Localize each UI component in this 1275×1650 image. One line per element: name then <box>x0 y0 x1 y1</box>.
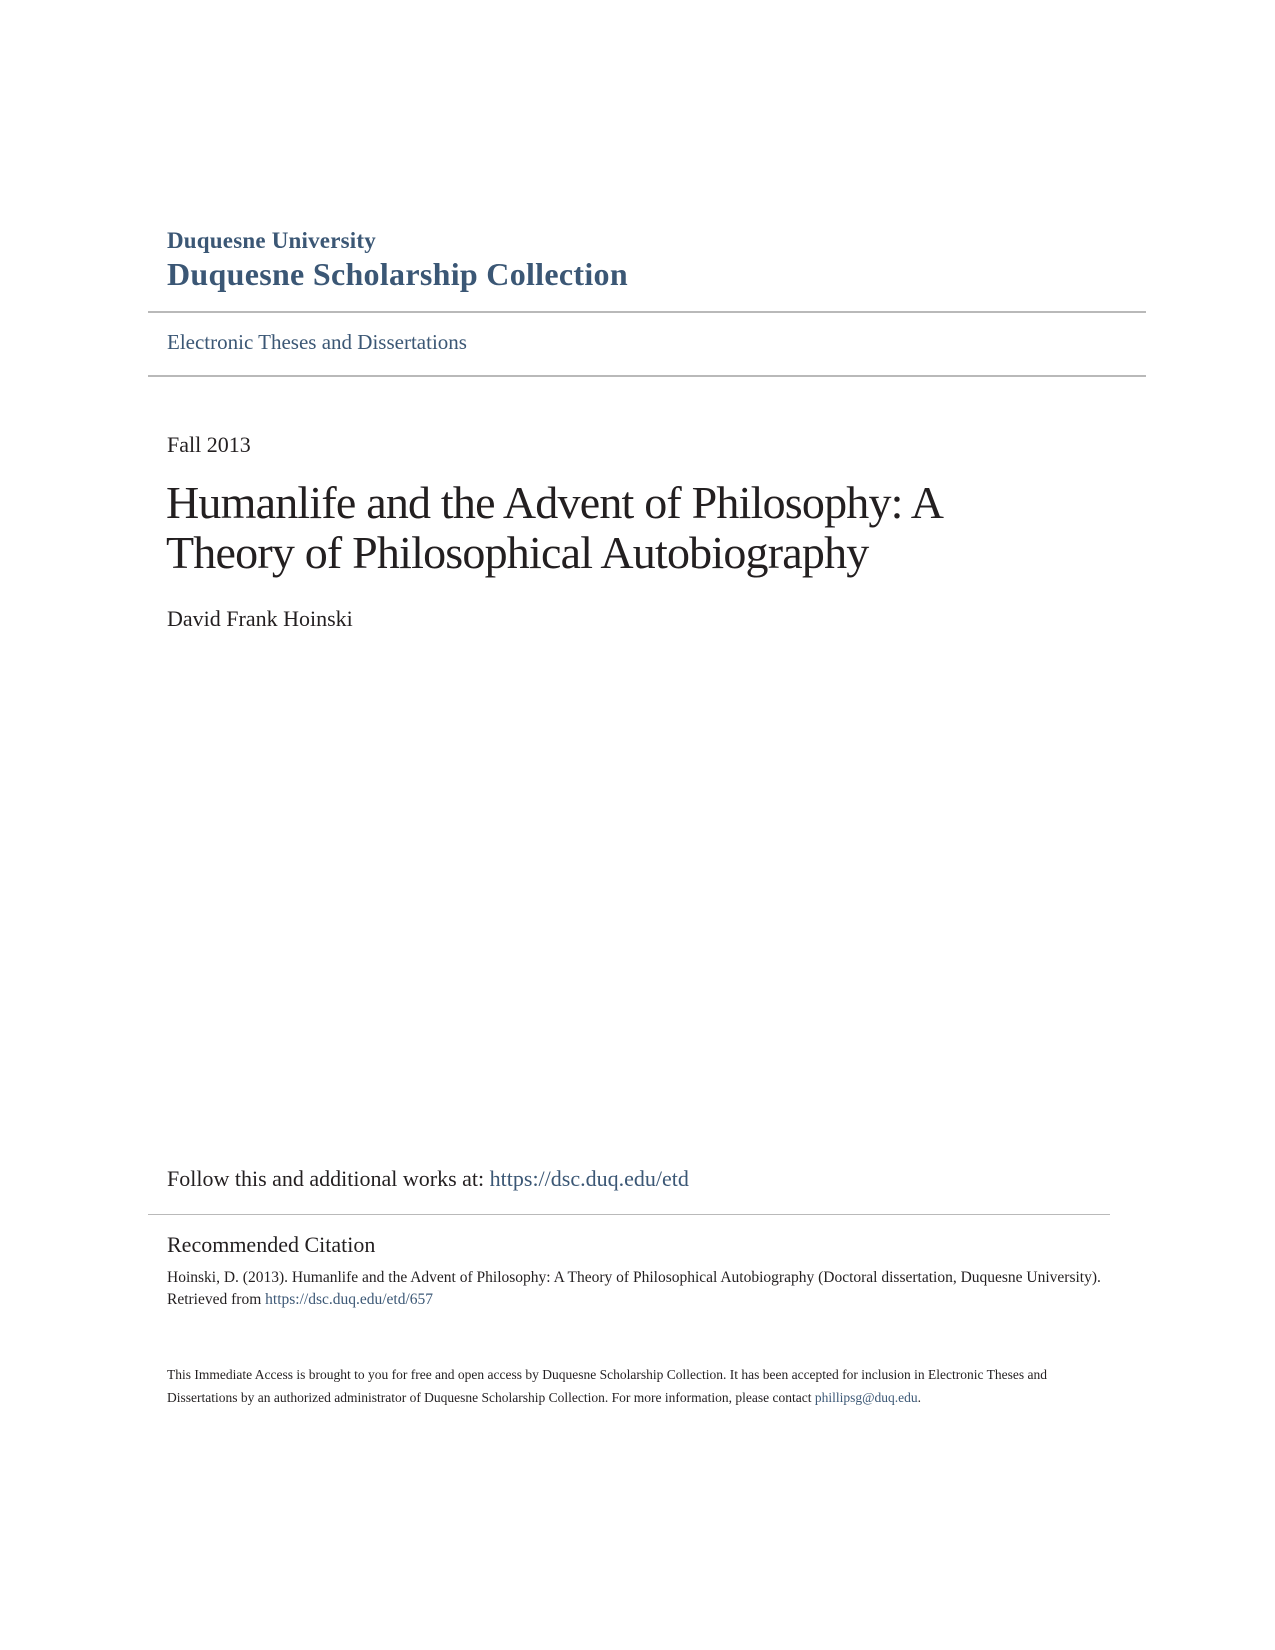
citation-link[interactable]: https://dsc.duq.edu/etd/657 <box>265 1291 434 1308</box>
contact-email-link[interactable]: phillipsg@duq.edu <box>814 1390 918 1405</box>
citation-divider <box>148 1214 1110 1215</box>
follow-text: Follow this and additional works at: <box>167 1166 490 1191</box>
citation-text <box>167 1267 1107 1311</box>
series-link[interactable]: Electronic Theses and Dissertations <box>167 330 467 354</box>
notice-text: This Immediate Access is brought to you for free and open access by Duquesne Scholarship Collection. It has been accepted for inclusion in Electronic Theses and Dissertations by an authorized administrator of Duquesne Scholarship Collection. For more information, please contact <box>167 1367 1047 1405</box>
citation-body-text: Hoinski, D. (2013). Humanlife and the Advent of Philosophy: A Theory of Philosophical Autobiography (Doctoral dissertation, Duquesne University). Retrieved from <box>167 1269 1101 1308</box>
top-divider <box>148 311 1146 313</box>
author-name[interactable]: David Frank Hoinski <box>167 606 353 631</box>
collection-name[interactable]: Duquesne Scholarship Collection <box>167 256 628 292</box>
institution-name[interactable]: Duquesne University <box>167 228 376 253</box>
follow-link[interactable]: https://dsc.duq.edu/etd <box>489 1166 689 1191</box>
citation-heading: Recommended Citation <box>167 1232 376 1257</box>
series-divider <box>148 375 1146 377</box>
access-notice <box>167 1363 1107 1409</box>
notice-end: . <box>917 1390 922 1405</box>
publication-date: Fall 2013 <box>167 432 251 457</box>
document-title: Humanlife and the Advent of Philosophy: A Theory of Philosophical Autobiography <box>166 477 941 578</box>
follow-line <box>167 1166 689 1192</box>
